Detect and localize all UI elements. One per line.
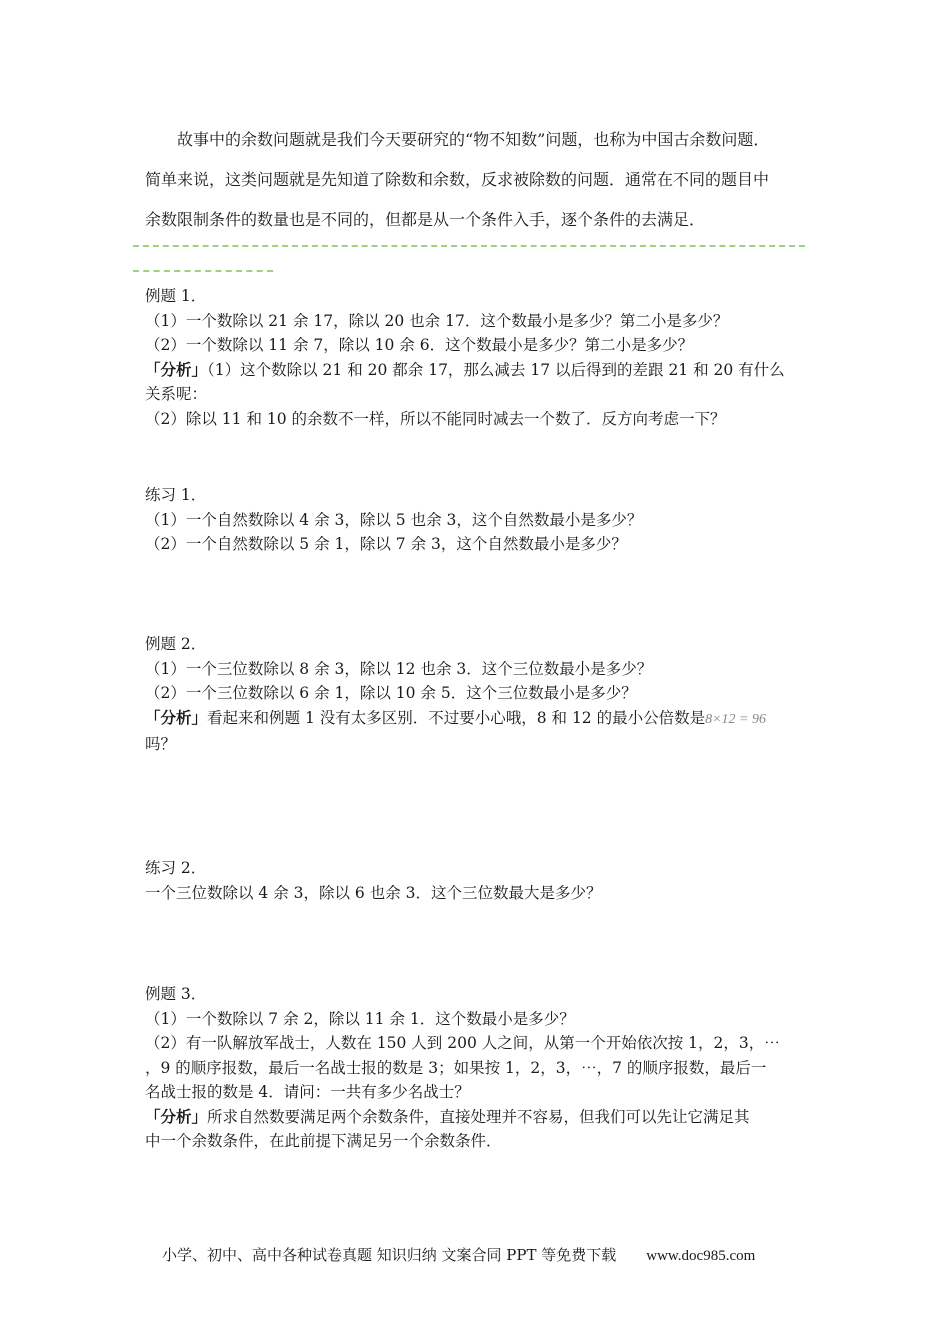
analysis — [145, 1105, 825, 1130]
practice-title: 练习 1． — [145, 486, 207, 504]
analysis-tag: 「分析」 — [145, 1107, 208, 1126]
question: （2）一个数除以 11 余 7，除以 10 余 6．这个数最小是多少？第二小是多少？ — [145, 336, 694, 354]
analysis-continuation: 吗？ — [145, 735, 177, 753]
dashed-divider — [133, 245, 805, 247]
practice-title: 练习 2． — [145, 859, 207, 877]
dashed-divider — [133, 270, 273, 272]
analysis-text: 所求自然数要满足两个余数条件，直接处理并不容易，但我们可以先让它满足其 — [207, 1107, 750, 1126]
question: （1）一个三位数除以 8 余 3，除以 12 也余 3．这个三位数最小是多少？ — [145, 659, 653, 678]
analysis-text: （2）除以 11 和 10 的余数不一样，所以不能同时减去一个数了．反方向考虑一下？ — [145, 409, 726, 428]
practice-2 — [145, 856, 825, 905]
question: （1）一个数除以 21 余 17，除以 20 也余 17．这个数最小是多少？第二小是多少？ — [145, 311, 729, 330]
analysis — [145, 358, 825, 383]
question: （2）一个自然数除以 5 余 1，除以 7 余 3，这个自然数最小是多少？ — [145, 535, 627, 553]
analysis-tag: 「分析」 — [145, 708, 208, 727]
example-2 — [145, 632, 825, 757]
analysis-continuation: 关系呢： — [145, 385, 208, 403]
analysis-continuation: 中一个余数条件，在此前提下满足另一个余数条件． — [145, 1132, 502, 1150]
intro-paragraph — [145, 120, 825, 240]
question: （2）一个三位数除以 6 余 1，除以 10 余 5．这个三位数最小是多少？ — [145, 684, 637, 702]
question: （1）一个数除以 7 余 2，除以 11 余 1．这个数最小是多少？ — [145, 1009, 575, 1028]
practice-1 — [145, 483, 825, 557]
example-title: 例题 1． — [145, 287, 207, 305]
intro-line: 余数限制条件的数量也是不同的，但都是从一个条件入手，逐个条件的去满足． — [145, 210, 706, 229]
example-1 — [145, 284, 825, 431]
question-continuation: 名战士报的数是 4．请问：一共有多少名战士？ — [145, 1083, 470, 1101]
example-title: 例题 3． — [145, 985, 207, 1003]
page-footer — [162, 1245, 822, 1266]
analysis — [145, 706, 825, 733]
footer-link[interactable]: www.doc985.com — [646, 1248, 756, 1264]
example-title: 例题 2． — [145, 635, 207, 653]
analysis-text: 看起来和例题 1 没有太多区别．不过要小心哦，8 和 12 的最小公倍数是 — [207, 708, 706, 727]
question: （1）一个自然数除以 4 余 3，除以 5 也余 3，这个自然数最小是多少？ — [145, 510, 643, 529]
analysis-tag: 「分析」 — [145, 360, 208, 379]
math-expression: 8×12 = 96 — [705, 711, 767, 727]
example-3 — [145, 982, 825, 1154]
footer-text: 小学、初中、高中各种试卷真题 知识归纳 文案合同 PPT 等免费下载 — [162, 1246, 617, 1264]
question-continuation: ，9 的顺序报数，最后一名战士报的数是 3；如果按 1，2，3，⋯，7 的顺序报数，最后一 — [145, 1058, 767, 1077]
question: （2）有一队解放军战士，人数在 150 人到 200 人之间，从第一个开始依次按 1，2，3，⋯ — [145, 1034, 780, 1052]
analysis-text: （1）这个数除以 21 和 20 都余 17，那么减去 17 以后得到的差跟 21 和 20 有什么 — [207, 360, 785, 379]
intro-line: 故事中的余数问题就是我们今天要研究的“物不知数”问题，也称为中国古余数问题． — [177, 130, 770, 149]
question: 一个三位数除以 4 余 3，除以 6 也余 3．这个三位数最大是多少？ — [145, 883, 602, 902]
intro-line: 简单来说，这类问题就是先知道了除数和余数，反求被除数的问题．通常在不同的题目中 — [145, 170, 770, 189]
